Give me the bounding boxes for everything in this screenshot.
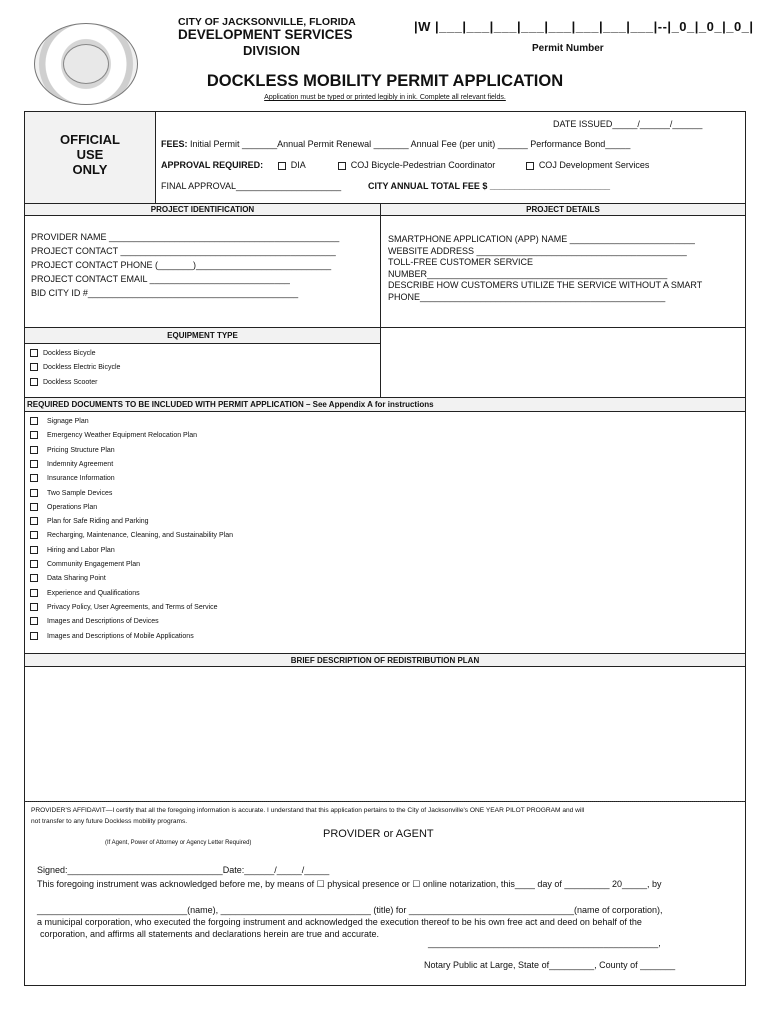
dia-label: DIA <box>290 160 306 170</box>
project-contact-field[interactable]: PROJECT CONTACT ___________________________________________ <box>31 246 336 256</box>
affirmation-line: corporation, and affirms all statements and declarations herein are true and accurate. <box>40 929 380 939</box>
project-identification-fields <box>31 230 339 300</box>
fees-fields[interactable]: Initial Permit _______Annual Permit Renewal _______ Annual Fee (per unit) ______ Performance Bond_____ <box>190 139 631 149</box>
equipment-section <box>24 327 746 398</box>
required-document-checkbox[interactable] <box>30 589 38 597</box>
required-document-item <box>30 517 149 525</box>
required-document-label: Emergency Weather Equipment Relocation Plan <box>47 432 198 440</box>
permit-number-label: Permit Number <box>532 43 604 54</box>
equipment-dockless-ebike <box>30 363 120 371</box>
dia-checkbox[interactable] <box>278 162 286 170</box>
official-use-label <box>25 132 155 177</box>
total-fee-field[interactable]: CITY ANNUAL TOTAL FEE $ ________________________ <box>368 181 610 191</box>
required-document-checkbox[interactable] <box>30 531 38 539</box>
instructions-subtitle: Application must be typed or printed legibly in ink. Complete all relevant fields. <box>264 94 506 101</box>
required-document-checkbox[interactable] <box>30 546 38 554</box>
required-document-item <box>30 460 113 468</box>
required-document-label: Plan for Safe Riding and Parking <box>47 517 149 525</box>
project-section <box>24 203 746 328</box>
official-use-section <box>24 111 746 204</box>
fees-row <box>161 139 741 149</box>
required-document-label: Images and Descriptions of Mobile Applications <box>47 632 194 640</box>
required-document-label: Two Sample Devices <box>47 489 113 497</box>
project-details-heading: PROJECT DETAILS <box>526 205 600 214</box>
coj-bike-ped-checkbox[interactable] <box>338 162 346 170</box>
provider-agent-label: PROVIDER or AGENT <box>323 828 434 840</box>
required-document-item <box>30 546 115 554</box>
affidavit-text-line1: PROVIDER'S AFFIDAVIT—I certify that all the foregoing information is accurate. I understand that this application pertains to the City of Jacksonville's ONE YEAR PILOT PROGRAM and will <box>31 807 585 814</box>
required-document-checkbox[interactable] <box>30 489 38 497</box>
affidavit-text-line2: not transfer to any future Dockless mobility programs. <box>31 818 188 825</box>
required-document-label: Experience and Qualifications <box>47 589 140 597</box>
required-document-checkbox[interactable] <box>30 417 38 425</box>
no-smartphone-label: DESCRIBE HOW CUSTOMERS UTILIZE THE SERVICE WITHOUT A SMART <box>388 280 703 290</box>
equipment-dockless-bicycle <box>30 349 96 357</box>
required-document-label: Signage Plan <box>47 417 89 425</box>
redistribution-heading: BRIEF DESCRIPTION OF REDISTRIBUTION PLAN <box>290 656 480 665</box>
required-document-checkbox[interactable] <box>30 503 38 511</box>
required-document-checkbox[interactable] <box>30 431 38 439</box>
required-document-item <box>30 531 233 539</box>
official-label-line3: ONLY <box>72 162 108 177</box>
page-title: DOCKLESS MOBILITY PERMIT APPLICATION <box>206 72 564 90</box>
required-documents-heading: REQUIRED DOCUMENTS TO BE INCLUDED WITH PERMIT APPLICATION – See Appendix A for instructions <box>27 400 434 409</box>
smartphone-app-name-field[interactable]: SMARTPHONE APPLICATION (APP) NAME _________________________ <box>388 234 695 244</box>
approval-label: APPROVAL REQUIRED: <box>161 160 264 170</box>
coj-bike-ped-label: COJ Bicycle-Pedestrian Coordinator <box>350 160 496 170</box>
website-address-field[interactable]: WEBSITE ADDRESS __________________________________________ <box>388 245 687 256</box>
signed-date-field[interactable]: Signed:_______________________________Date:______/_____/_____ <box>37 865 330 875</box>
project-details-fields <box>388 234 702 303</box>
department-name: DEVELOPMENT SERVICES <box>178 27 353 42</box>
required-document-label: Insurance Information <box>47 475 115 483</box>
redistribution-text-area[interactable] <box>27 668 743 799</box>
required-document-item <box>30 617 159 625</box>
provider-name-field[interactable]: PROVIDER NAME ______________________________________________ <box>31 232 340 242</box>
required-document-item <box>30 632 194 640</box>
required-document-item <box>30 489 112 497</box>
required-document-item <box>30 446 115 454</box>
required-document-item <box>30 574 106 582</box>
required-document-label: Hiring and Labor Plan <box>47 546 115 554</box>
dockless-ebike-checkbox[interactable] <box>30 363 38 371</box>
city-seal-logo <box>34 23 138 105</box>
required-document-item <box>30 474 115 482</box>
required-document-label: Data Sharing Point <box>47 575 106 583</box>
notary-signature-field[interactable]: ______________________________________________, <box>428 938 661 948</box>
required-document-label: Indemnity Agreement <box>47 460 114 468</box>
required-document-label: Privacy Policy, User Agreements, and Terms of Service <box>47 603 218 611</box>
bid-city-id-field[interactable]: BID CITY ID #__________________________________________ <box>31 288 299 298</box>
city-name: CITY OF JACKSONVILLE, FLORIDA <box>178 16 356 28</box>
dockless-scooter-checkbox[interactable] <box>30 378 38 386</box>
required-document-checkbox[interactable] <box>30 632 38 640</box>
required-document-label: Pricing Structure Plan <box>47 446 115 454</box>
required-document-checkbox[interactable] <box>30 517 38 525</box>
required-document-checkbox[interactable] <box>30 560 38 568</box>
coj-dev-services-checkbox[interactable] <box>526 162 534 170</box>
required-document-checkbox[interactable] <box>30 574 38 582</box>
dockless-bicycle-checkbox[interactable] <box>30 349 38 357</box>
official-label-line2: USE <box>76 147 104 162</box>
required-document-label: Operations Plan <box>47 503 98 511</box>
required-document-checkbox[interactable] <box>30 617 38 625</box>
no-smartphone-field[interactable]: PHONE_________________________________________________ <box>388 291 666 302</box>
required-document-checkbox[interactable] <box>30 474 38 482</box>
official-label-line1: OFFICIAL <box>60 132 120 147</box>
toll-free-label: TOLL-FREE CUSTOMER SERVICE <box>388 257 534 267</box>
required-document-item <box>30 589 140 597</box>
agent-note: (If Agent, Power of Attorney or Agency Letter Required) <box>105 840 252 846</box>
equipment-dockless-scooter <box>30 378 97 386</box>
dockless-bicycle-label: Dockless Bicycle <box>43 349 96 357</box>
toll-free-number-field[interactable]: NUMBER________________________________________________ <box>388 268 668 279</box>
dockless-scooter-label: Dockless Scooter <box>43 378 98 386</box>
required-document-item <box>30 560 140 568</box>
project-contact-email-field[interactable]: PROJECT CONTACT EMAIL ____________________________ <box>31 274 290 284</box>
required-document-item <box>30 603 218 611</box>
permit-number-field[interactable]: |W |___|___|___|___|___|___|___|___|--|_0_|_0_|_0_| <box>414 19 754 34</box>
fees-label: FEES: <box>161 139 188 149</box>
approval-row <box>161 160 741 170</box>
date-issued-field[interactable]: DATE ISSUED_____/______/______ <box>553 119 703 129</box>
dockless-ebike-label: Dockless Electric Bicycle <box>43 363 121 371</box>
required-document-item <box>30 417 89 425</box>
required-document-item <box>30 503 97 511</box>
acknowledgement-line[interactable]: This foregoing instrument was acknowledged before me, by means of ☐ physical presence or ☐ online notarization, this____ day of _________ 20_____, by <box>37 879 662 889</box>
required-document-label: Images and Descriptions of Devices <box>47 618 159 626</box>
redistribution-section <box>24 653 746 802</box>
coj-dev-services-label: COJ Development Services <box>538 160 650 170</box>
equipment-type-heading: EQUIPMENT TYPE <box>167 331 238 340</box>
project-identification-heading: PROJECT IDENTIFICATION <box>150 205 255 214</box>
required-document-label: Community Engagement Plan <box>47 560 140 568</box>
project-contact-phone-field[interactable]: PROJECT CONTACT PHONE (_______)___________________________ <box>31 260 332 270</box>
required-document-label: Recharging, Maintenance, Cleaning, and Sustainability Plan <box>47 532 234 540</box>
municipal-corporation-line: a municipal corporation, who executed the forgoing instrument and acknowledged the execution thereof to be his own free act and deed on behalf of the <box>37 917 642 927</box>
name-title-corporation-line[interactable]: ______________________________(name), ______________________________ (title) for _________________________________(name of corporation), <box>37 905 663 915</box>
required-document-checkbox[interactable] <box>30 603 38 611</box>
required-document-item <box>30 431 197 439</box>
required-document-checkbox[interactable] <box>30 460 38 468</box>
notary-public-line[interactable]: Notary Public at Large, State of_________, County of _______ <box>424 960 676 970</box>
final-approval-field[interactable]: FINAL APPROVAL_____________________ <box>161 181 342 191</box>
required-document-checkbox[interactable] <box>30 446 38 454</box>
division-name: DIVISION <box>243 43 301 58</box>
